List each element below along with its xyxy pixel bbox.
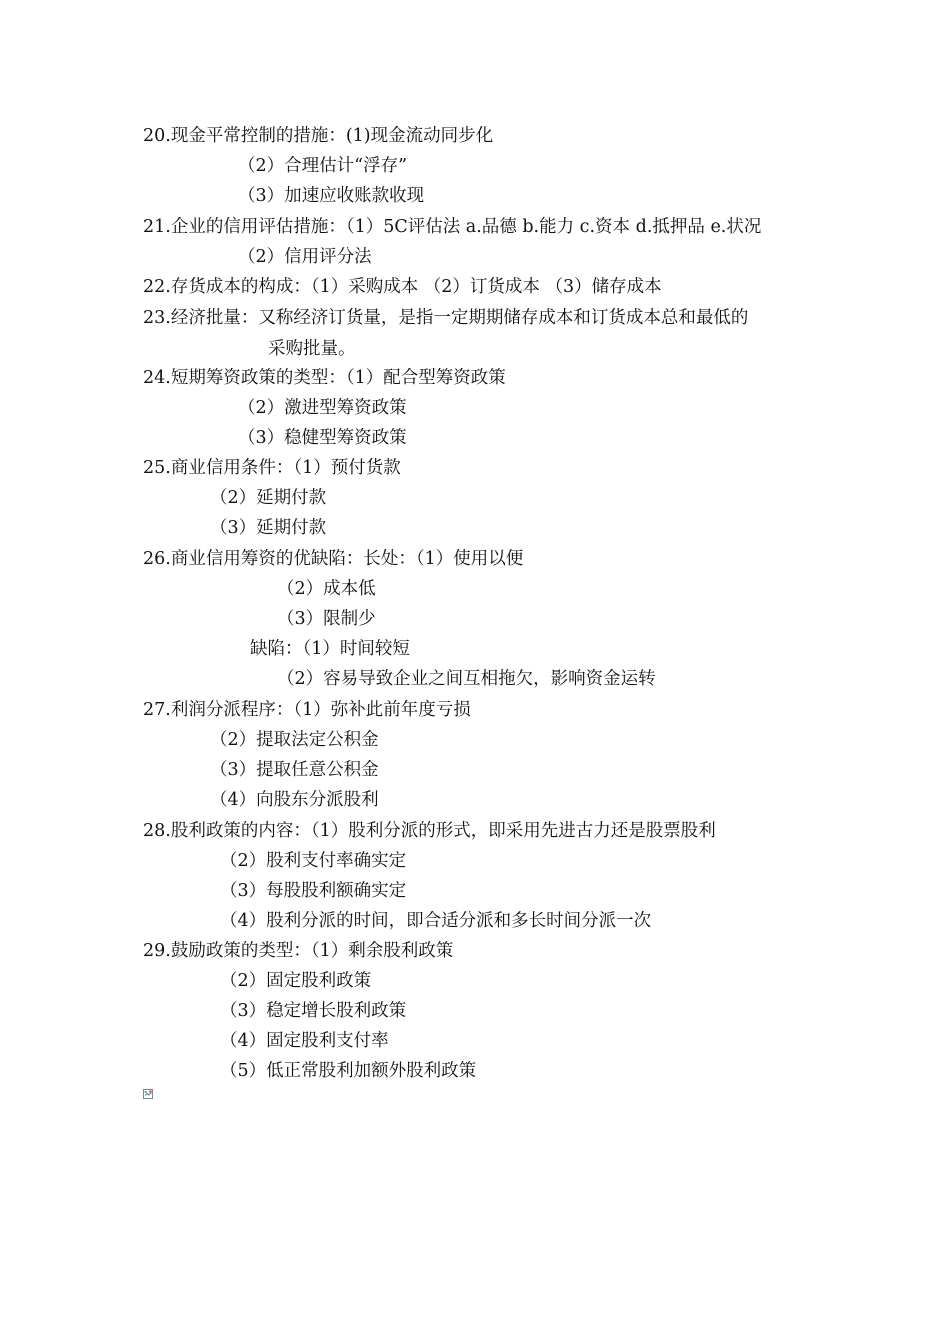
item-25-point-2: （2）延期付款 (210, 488, 327, 508)
item-21-title: 21.企业的信用评估措施：（1）5C评估法 a.品德 b.能力 c.资本 d.抵押品 e.状况 (143, 217, 762, 237)
item-28-title: 28.股利政策的内容：（1）股利分派的形式，即采用先进古力还是股票股利 (143, 821, 716, 841)
item-26-title: 26.商业信用筹资的优缺陷：长处：（1）使用以便 (143, 549, 524, 569)
item-26-advantage-3: （3）限制少 (277, 609, 376, 629)
item-24-title: 24.短期筹资政策的类型：（1）配合型筹资政策 (143, 368, 506, 388)
item-23-title: 23.经济批量：又称经济订货量，是指一定期期储存成本和订货成本总和最低的 (143, 308, 749, 328)
broken-image-icon (143, 1089, 153, 1099)
item-25-title: 25.商业信用条件：（1）预付货款 (143, 458, 401, 478)
item-26-advantage-2: （2）成本低 (277, 579, 376, 599)
item-26-disadvantage-title: 缺陷：（1）时间较短 (250, 639, 410, 659)
item-22-title: 22.存货成本的构成：（1）采购成本 （2）订货成本 （3）储存成本 (143, 277, 662, 297)
item-27-point-4: （4）向股东分派股利 (210, 790, 379, 810)
item-27-point-2: （2）提取法定公积金 (210, 730, 379, 750)
item-20-title: 20.现金平常控制的措施：(1)现金流动同步化 (143, 126, 494, 146)
item-27-title: 27.利润分派程序：（1）弥补此前年度亏损 (143, 700, 471, 720)
item-24-point-3: （3）稳健型筹资政策 (238, 428, 407, 448)
item-29-point-4: （4）固定股利支付率 (220, 1031, 389, 1051)
item-29-point-5: （5）低正常股利加额外股利政策 (220, 1061, 477, 1081)
item-20-point-3: （3）加速应收账款收现 (238, 186, 425, 206)
item-21-point-2: （2）信用评分法 (238, 247, 372, 267)
item-25-point-3: （3）延期付款 (210, 518, 327, 538)
item-23-continuation: 采购批量。 (268, 339, 356, 359)
item-29-point-2: （2）固定股利政策 (220, 971, 372, 991)
item-28-point-2: （2）股利支付率确实定 (220, 851, 407, 871)
item-24-point-2: （2）激进型筹资政策 (238, 398, 407, 418)
item-27-point-3: （3）提取任意公积金 (210, 760, 379, 780)
item-20-point-2: （2）合理估计“浮存” (238, 156, 408, 176)
item-29-point-3: （3）稳定增长股利政策 (220, 1001, 407, 1021)
item-26-disadvantage-2: （2）容易导致企业之间互相拖欠，影响资金运转 (277, 669, 656, 689)
item-28-point-3: （3）每股股利额确实定 (220, 881, 407, 901)
item-28-point-4: （4）股利分派的时间，即合适分派和多长时间分派一次 (220, 911, 652, 931)
item-29-title: 29.鼓励政策的类型：（1）剩余股利政策 (143, 941, 454, 961)
